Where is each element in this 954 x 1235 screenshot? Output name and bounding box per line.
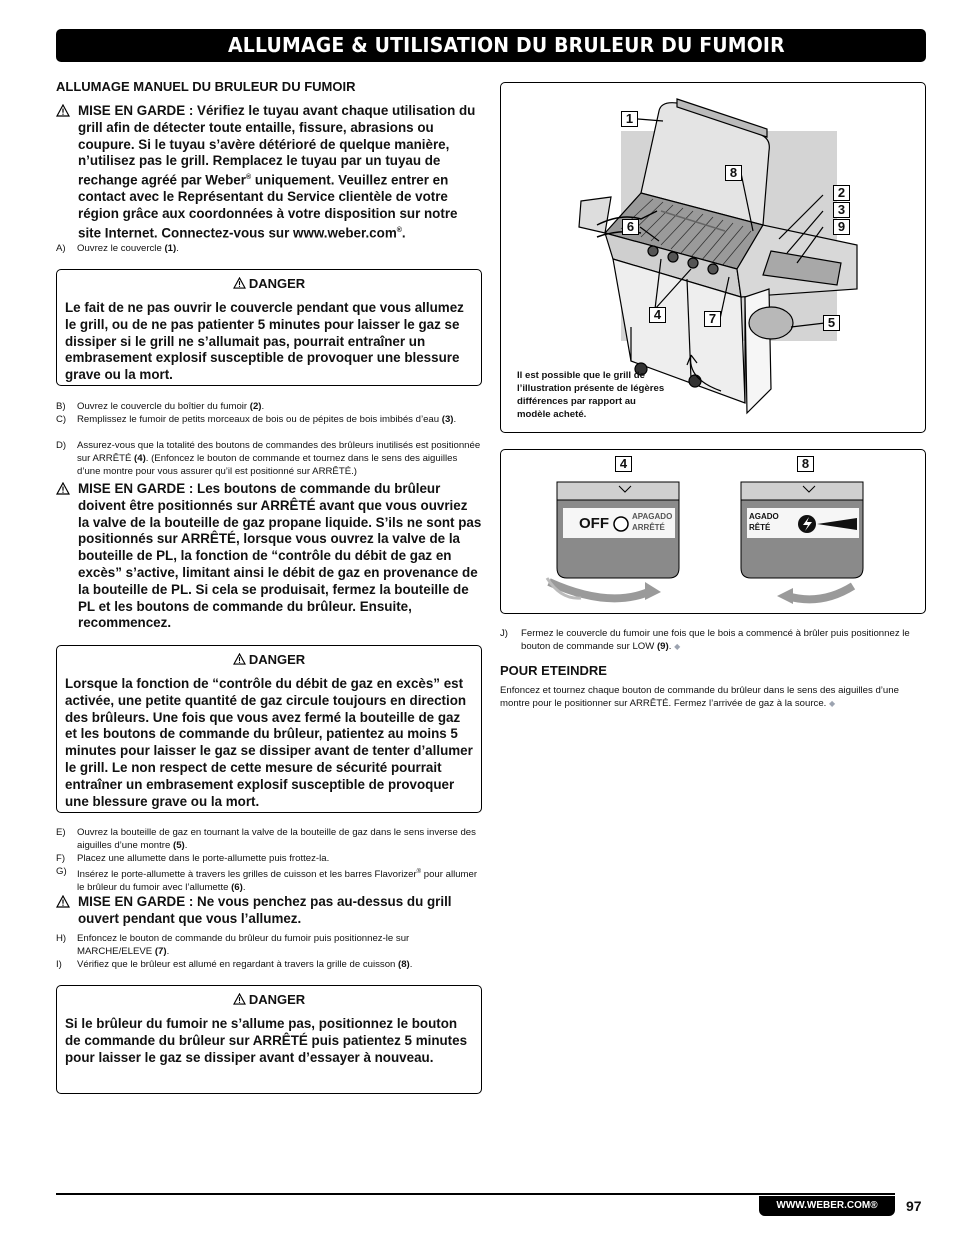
off-text: Enfoncez et tournez chaque bouton de commande du brûleur dans le sens des aiguilles d’une montre pour le positionner sur ARRÊTÉ. Fermez l’arrivée de gaz à la source. ◆: [500, 685, 899, 709]
danger-text: Lorsque la fonction de “contrôle du débit de gaz en excès” est activée, une petite quantité de gaz circule toujours en direction des brûleurs. Une fois que vous avez fermé la bouteille de gaz et les boutons de commande du brûleur, patientez au moins 5 minutes pour laisser le gaz se dissiper avant de tenter d’allumer le grill. Le non respect de cette mesure de sécurité pourrait entraîner un embrasement explosif susceptible de provoquer une blessure grave ou la mort.: [65, 676, 473, 809]
step-e: E) Ouvrez la bouteille de gaz en tournant la valve de la bouteille de gaz dans le sens inverse des aiguilles d’une montre (5).: [56, 827, 476, 851]
step-c: C) Remplissez le fumoir de petits morceaux de bois ou de pépites de bois imbibés d’eau (3).: [56, 414, 457, 425]
callout-knob-4: 4: [615, 456, 632, 472]
footer-rule: [56, 1193, 895, 1195]
step-f: F) Placez une allumette dans le porte-allumette puis frottez-la.: [56, 853, 330, 864]
knob-right-label-fr: RÊTÉ: [749, 523, 771, 532]
off-heading: POUR ETEINDRE: [500, 663, 607, 678]
callout-1: 1: [621, 111, 638, 127]
step-g: G) Insérez le porte-allumette à travers les grilles de cuisson et les barres Flavorizer® pour allumer le brûleur du fumoir avec l’allumette (6).: [56, 866, 478, 893]
warning-icon: [233, 277, 246, 289]
step-d: D) Assurez-vous que la totalité des boutons de commandes des brûleurs inutilisés est positionnée sur ARRÊTÉ (4). (Enfoncez le bouton de commande et tournez dans le sens des aiguilles d’une montre pour vous assurer qu’il est positionné sur ARRÊTÉ.): [56, 440, 481, 477]
knob-right-label-es: AGADO: [749, 512, 779, 521]
warning-lean: MISE EN GARDE : Ne vous penchez pas au-dessus du grill ouvert pendant que vous l’allumez.: [56, 894, 482, 928]
warning-icon: [233, 993, 246, 1005]
callout-4: 4: [649, 307, 666, 323]
grill-figure: [500, 82, 926, 433]
callout-7: 7: [704, 311, 721, 327]
page-number: 97: [906, 1198, 922, 1214]
callout-3: 3: [833, 202, 850, 218]
knob-off-label-es: APAGADO: [632, 512, 673, 521]
warning-icon: [56, 482, 70, 495]
end-mark-icon: ◆: [829, 698, 836, 708]
danger-text: Le fait de ne pas ouvrir le couvercle pendant que vous allumez le grill, ou de ne pas patienter 5 minutes pour laisser le gaz se dissiper si le grill ne s’allumait pas, pourrait entraîner un embrasement explosif susceptible de provoquer une blessure grave ou la mort.: [65, 300, 464, 383]
footer-url: WWW.WEBER.COM®: [759, 1196, 895, 1216]
warning-hose: MISE EN GARDE : Vérifiez le tuyau avant chaque utilisation du grill afin de détecter toute entaille, fissure, abrasions ou coupure. Si le tuyau s’avère détérioré de quelque manière, n’utilisez pas le grill. Remplacez le tuyau par un tuyau de rechange agréé par Weber® uniquement. Veuillez entrer en contact avec le Représentant du Service clientèle de votre région grâce aux coordonnées à votre disposition sur notre site Internet. Connectez-vous sur www.weber.com®.: [56, 103, 482, 242]
danger-heading: DANGER: [65, 652, 473, 670]
danger-heading: DANGER: [65, 992, 473, 1010]
danger-text: Si le brûleur du fumoir ne s’allume pas, positionnez le bouton de commande du brûleur sur ARRÊTÉ puis patientez 5 minutes pour laisser le gaz se dissiper avant d’essayer à nouveau.: [65, 1016, 468, 1065]
step-b: B) Ouvrez le couvercle du boîtier du fumoir (2).: [56, 401, 265, 412]
end-mark-icon: ◆: [674, 641, 681, 651]
callout-8: 8: [725, 165, 742, 181]
danger-box-lid: [56, 269, 482, 386]
callout-6: 6: [622, 219, 639, 235]
danger-heading: DANGER: [65, 276, 473, 294]
page-title-bar: [56, 29, 926, 62]
warning-icon: [56, 104, 70, 117]
warning-icon: [233, 653, 246, 665]
danger-box-no-ignite: [56, 985, 482, 1094]
figure-note: Il est possible que le grill de l’illustration présente de légères différences par rapport au modèle acheté.: [517, 370, 665, 420]
step-a: A) Ouvrez le couvercle (1).: [56, 243, 179, 254]
page-title: ALLUMAGE & UTILISATION DU BRULEUR DU FUMOIR: [228, 33, 785, 57]
warning-knobs-off: MISE EN GARDE : Les boutons de commande du brûleur doivent être positionnés sur ARRÊTÉ avant que vous ouvriez la valve de la bouteille de gaz propane liquide. S’ils ne sont pas positionnés sur ARRÊTÉ, lorsque vous ouvrez la valve de la bouteille de PL, la fonction de “contrôle du débit de gaz en excès” s’active, limitant ainsi le débit de gaz en provenance de la bouteille de PL. Si cela se produisait, fermez la bouteille de PL et les boutons de commande du brûleur. Ensuite, recommencez.: [56, 481, 482, 632]
knob-off-label-fr: ARRÊTÉ: [632, 523, 665, 532]
warning-icon: [56, 895, 70, 908]
knob-figure: [500, 449, 926, 614]
step-j: J) Fermez le couvercle du fumoir une fois que le bois a commencé à brûler puis positionnez le bouton de commande sur LOW (9). ◆: [500, 628, 910, 652]
knob-off-label: OFF: [579, 515, 609, 532]
callout-5: 5: [823, 315, 840, 331]
danger-box-excess-flow: [56, 645, 482, 813]
step-h: H) Enfoncez le bouton de commande du brûleur du fumoir puis positionnez-le sur MARCHE/ELEVE (7).: [56, 933, 410, 957]
callout-9: 9: [833, 219, 850, 235]
callout-2: 2: [833, 185, 850, 201]
knob-illustration: [501, 450, 926, 614]
step-i: I) Vérifiez que le brûleur est allumé en regardant à travers la grille de cuisson (8).: [56, 959, 413, 970]
manual-lighting-heading: ALLUMAGE MANUEL DU BRULEUR DU FUMOIR: [56, 79, 356, 94]
callout-knob-8: 8: [797, 456, 814, 472]
